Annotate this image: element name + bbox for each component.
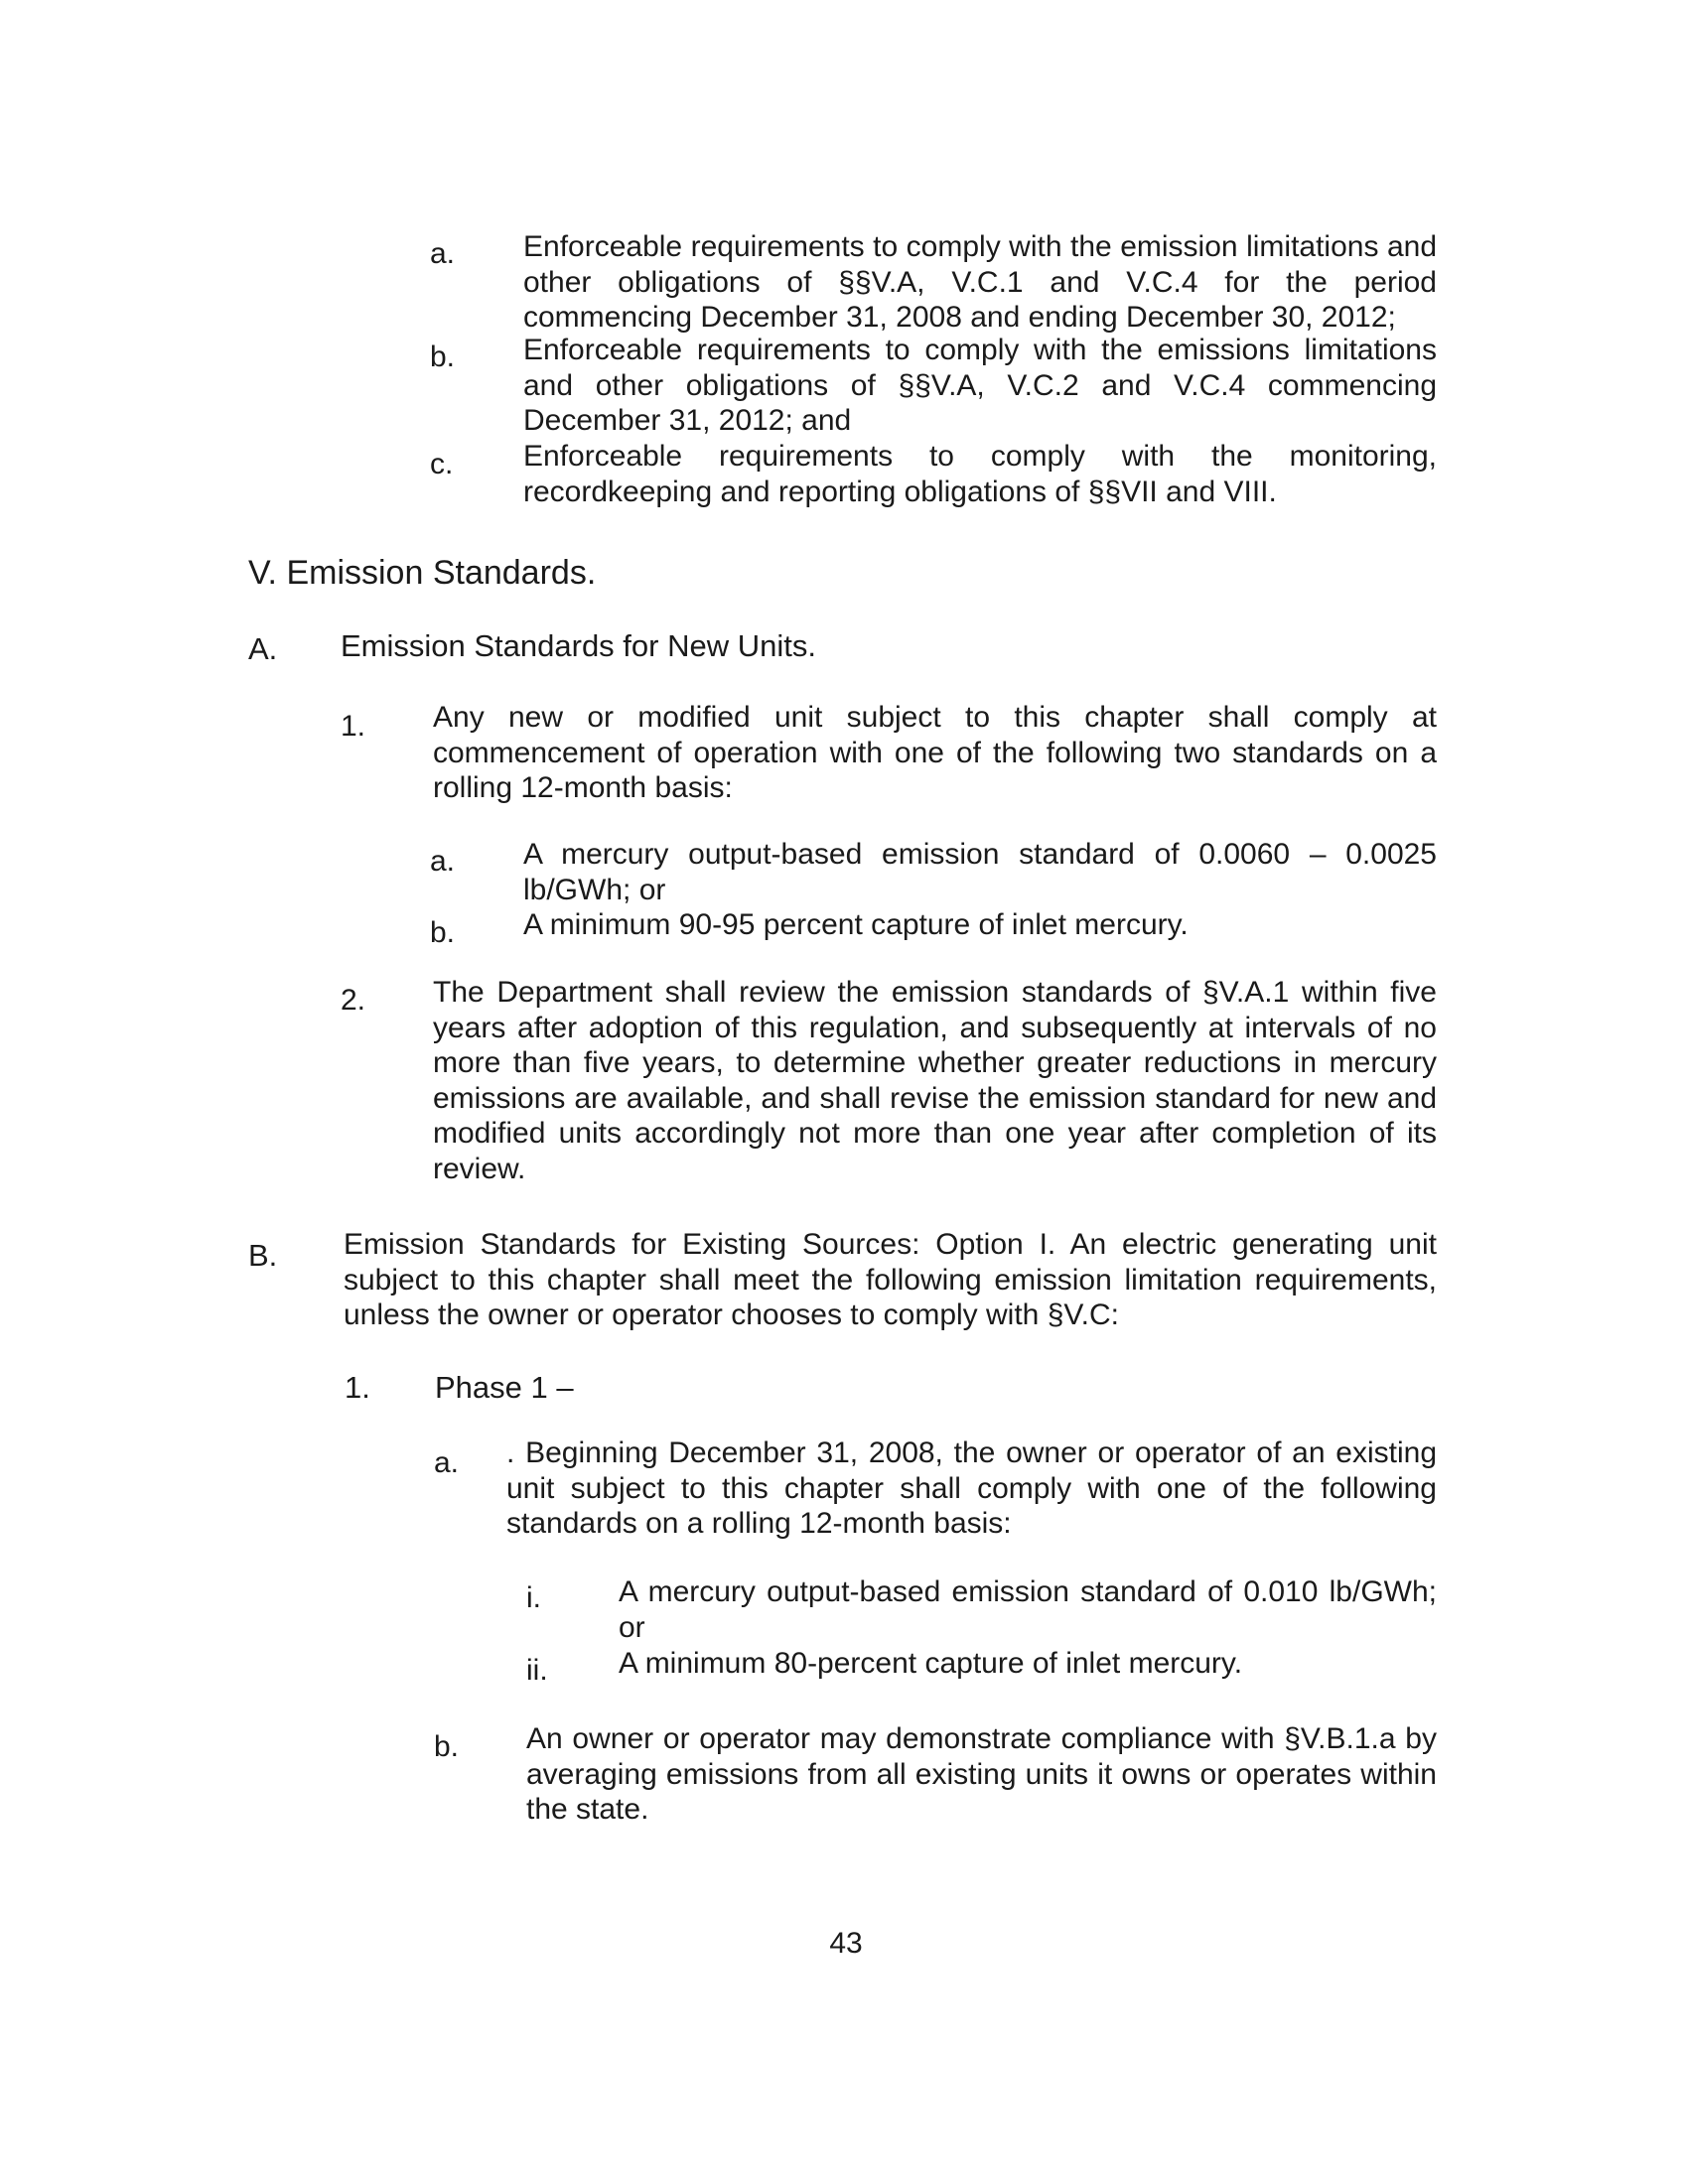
page-number: 43 xyxy=(829,1927,863,1960)
sub-label: a. xyxy=(434,1446,460,1479)
sub-text: . Beginning December 31, 2008, the owner or operator of an existing unit subject to this chapter shall comply with one of the following standards on a rolling 12-month basis: xyxy=(506,1436,1437,1540)
item-text: The Department shall review the emission standards of §V.A.1 within five years after adoption of this regulation, and subsequently at intervals of no more than five years, to determine whether greater reductions in mercury emissions are available, and shall revise the emission standard for new and modified units accordingly not more than one year after completion of its review. xyxy=(433,976,1437,1185)
list-label: a. xyxy=(430,237,456,270)
item-text: Any new or modified unit subject to this chapter shall comply at commencement of operation with one of the following two standards on a rolling 12-month basis: xyxy=(433,701,1437,804)
list-item-text: Enforceable requirements to comply with the monitoring, recordkeeping and reporting obligations of §§VII and VIII. xyxy=(523,440,1437,508)
item-title: Phase 1 – xyxy=(435,1370,574,1405)
list-label: c. xyxy=(430,448,454,480)
sub-sub-label: ii. xyxy=(526,1654,548,1687)
sub-label: b. xyxy=(434,1730,460,1763)
list-item-text: Enforceable requirements to comply with the emissions limitations and other obligations of §§V.A, V.C.2 and V.C.4 commencing December 31, 2012; and xyxy=(523,334,1437,437)
section-heading: V. Emission Standards. xyxy=(248,554,597,592)
sub-sub-label: i. xyxy=(526,1581,541,1614)
section-label: B. xyxy=(248,1238,278,1273)
sub-sub-text: A mercury output-based emission standard of 0.010 lb/GWh; or xyxy=(619,1575,1437,1644)
sub-text: A minimum 90-95 percent capture of inlet mercury. xyxy=(523,908,1189,941)
section-text: Emission Standards for Existing Sources: Option I. An electric generating unit subject to this chapter shall meet the following emission limitation requirements, unless the owner or operator chooses to comply with §V.C: xyxy=(344,1228,1437,1331)
sub-sub-text: A minimum 80-percent capture of inlet mercury. xyxy=(619,1647,1243,1680)
list-item-text: Enforceable requirements to comply with the emission limitations and other obligations of §§V.A, V.C.1 and V.C.4 for the period commencing December 31, 2008 and ending December 30, 2012; xyxy=(523,230,1437,334)
sub-text: A mercury output-based emission standard of 0.0060 – 0.0025 lb/GWh; or xyxy=(523,838,1437,906)
item-label: 2. xyxy=(341,984,366,1017)
sub-label: a. xyxy=(430,845,456,878)
sub-text: An owner or operator may demonstrate compliance with §V.B.1.a by averaging emissions from all existing units it owns or operates within the state. xyxy=(526,1722,1437,1826)
section-label: A. xyxy=(248,631,278,666)
item-label: 1. xyxy=(341,710,366,743)
item-label: 1. xyxy=(345,1370,370,1405)
sub-label: b. xyxy=(430,916,456,949)
list-label: b. xyxy=(430,341,456,373)
section-title: Emission Standards for New Units. xyxy=(341,628,816,663)
